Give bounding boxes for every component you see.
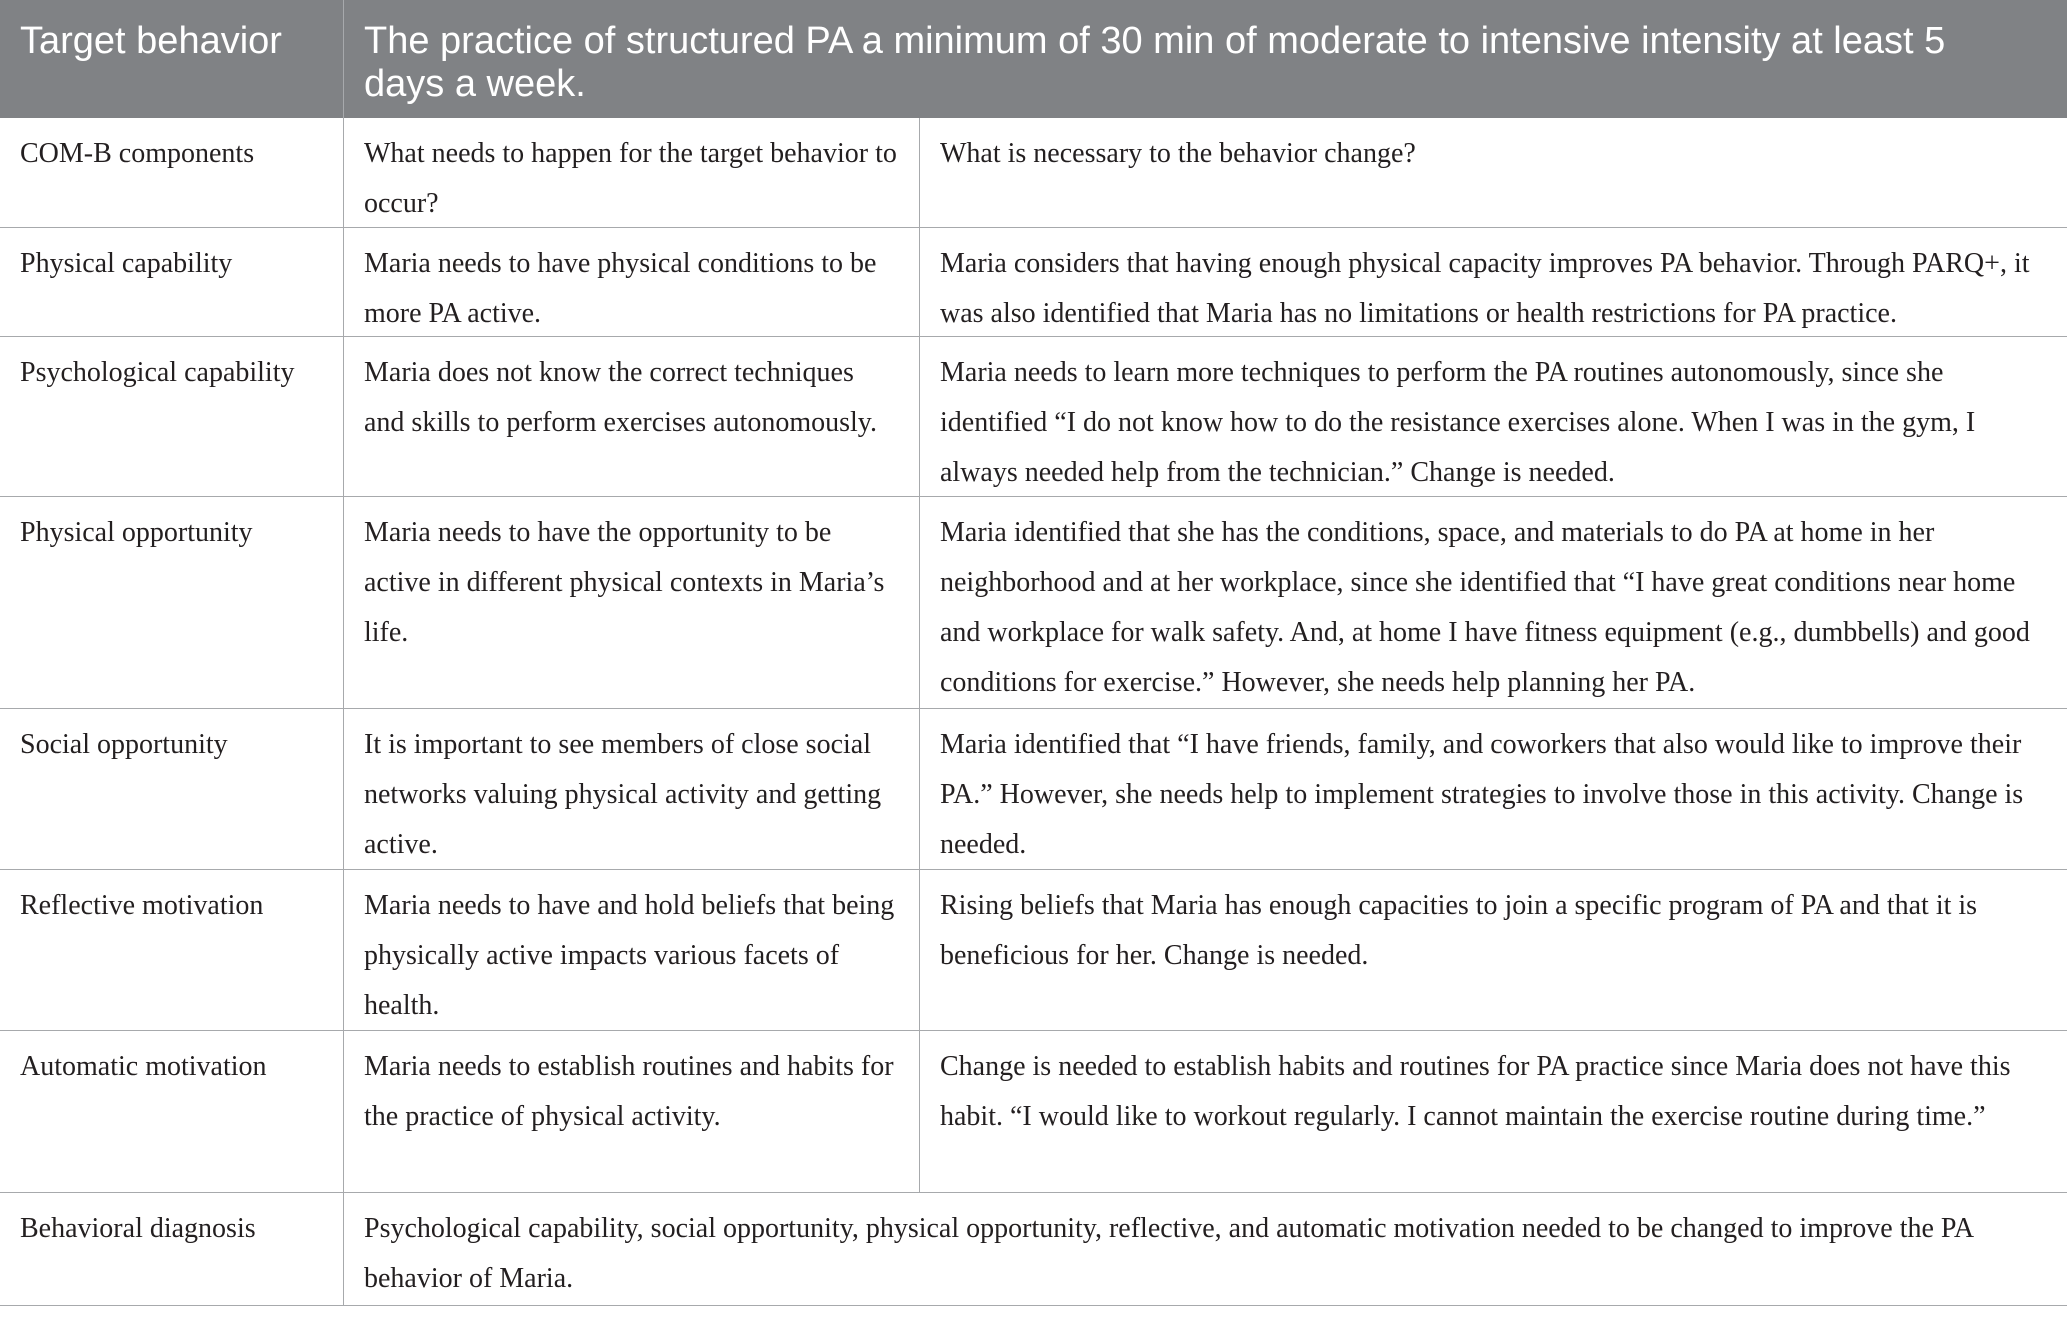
row-label-reflective-motivation: Reflective motivation (0, 870, 343, 1031)
row-label-social-opportunity: Social opportunity (0, 709, 343, 870)
row-label-physical-opportunity: Physical opportunity (0, 497, 343, 709)
row-necessary-social-opportunity: Maria identified that “I have friends, family, and coworkers that also would like to improve their PA.” However, she needs help to implement strategies to involve those in this activity. Change is needed. (919, 709, 2067, 870)
row-what-automatic-motivation: Maria needs to establish routines and habits for the practice of physical activity. (343, 1031, 919, 1193)
row-necessary-physical-opportunity: Maria identified that she has the conditions, space, and materials to do PA at home in her neighborhood and at her workplace, since she identified that “I have great conditions near home and workplace for walk safety. And, at home I have fitness equipment (e.g., dumbbells) and good conditions for exercise.” However, she needs help planning her PA. (919, 497, 2067, 709)
row-what-social-opportunity: It is important to see members of close social networks valuing physical activity and getting active. (343, 709, 919, 870)
row-what-com-b-components: What needs to happen for the target behavior to occur? (343, 118, 919, 228)
row-necessary-com-b-components: What is necessary to the behavior change? (919, 118, 2067, 228)
row-necessary-automatic-motivation: Change is needed to establish habits and routines for PA practice since Maria does not have this habit. “I would like to workout regularly. I cannot maintain the exercise routine during time.” (919, 1031, 2067, 1193)
row-label-automatic-motivation: Automatic motivation (0, 1031, 343, 1193)
header-target-behavior-description: The practice of structured PA a minimum of 30 min of moderate to intensive intensity at least 5 days a week. (343, 0, 2067, 118)
row-necessary-psychological-capability: Maria needs to learn more techniques to perform the PA routines autonomously, since she identified “I do not know how to do the resistance exercises alone. When I was in the gym, I always needed help from the technician.” Change is needed. (919, 337, 2067, 497)
row-what-reflective-motivation: Maria needs to have and hold beliefs that being physically active impacts various facets of health. (343, 870, 919, 1031)
row-label-psychological-capability: Psychological capability (0, 337, 343, 497)
row-what-physical-opportunity: Maria needs to have the opportunity to be active in different physical contexts in Maria’s life. (343, 497, 919, 709)
row-text-behavioral-diagnosis: Psychological capability, social opportunity, physical opportunity, reflective, and automatic motivation needed to be changed to improve the PA behavior of Maria. (343, 1193, 2067, 1306)
row-what-physical-capability: Maria needs to have physical conditions to be more PA active. (343, 228, 919, 337)
row-label-physical-capability: Physical capability (0, 228, 343, 337)
row-necessary-reflective-motivation: Rising beliefs that Maria has enough capacities to join a specific program of PA and that it is beneficious for her. Change is needed. (919, 870, 2067, 1031)
row-label-behavioral-diagnosis: Behavioral diagnosis (0, 1193, 343, 1306)
row-label-com-b-components: COM-B components (0, 118, 343, 228)
row-necessary-physical-capability: Maria considers that having enough physical capacity improves PA behavior. Through PARQ+, it was also identified that Maria has no limitations or health restrictions for PA practice. (919, 228, 2067, 337)
row-what-psychological-capability: Maria does not know the correct techniques and skills to perform exercises autonomously. (343, 337, 919, 497)
header-target-behavior: Target behavior (0, 0, 343, 118)
